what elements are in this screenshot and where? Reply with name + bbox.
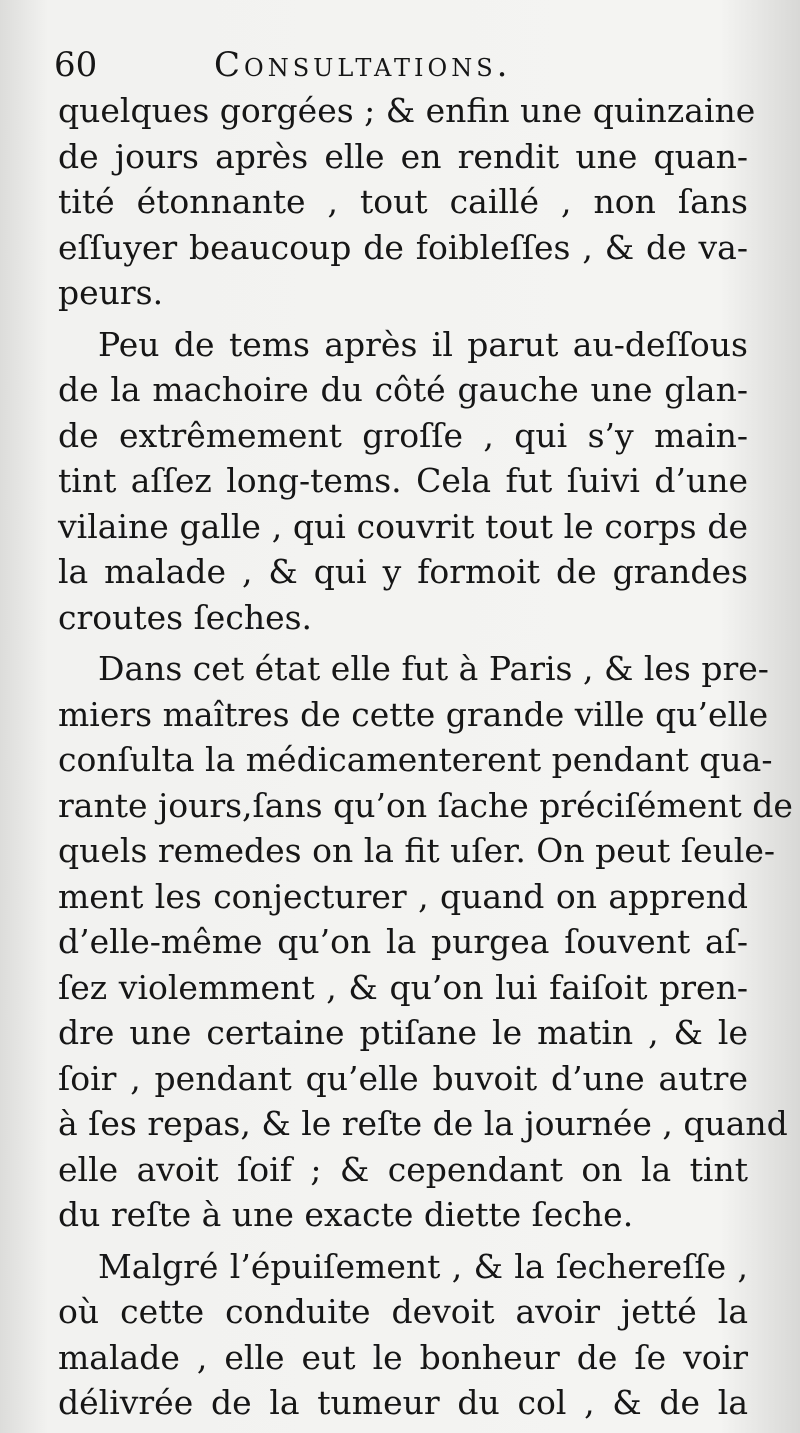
- text-line: rante jours,ſans qu’on ſache préciſément de: [58, 785, 793, 825]
- text-line: d’elle-même qu’on la purgea ſouvent aſ-: [58, 922, 748, 961]
- text-line: eſſuyer beaucoup de foibleſſes , & de va-: [58, 227, 748, 267]
- paragraph: [58, 322, 748, 641]
- text-line: quels remedes on la fit uſer. On peut ſeule-: [58, 831, 775, 870]
- text-line: du reſte à une exacte diette ſeche.: [58, 1195, 634, 1234]
- text-line: ment les conjecturer , quand on apprend: [58, 876, 748, 916]
- text-line: peurs.: [58, 273, 164, 312]
- text-line: miers maîtres de cette grande ville qu’elle: [58, 694, 769, 734]
- text-line: à ſes repas, & le reſte de la journée , quand: [58, 1104, 788, 1143]
- text-line: délivrée de la tumeur du col , & de la: [58, 1383, 748, 1422]
- body-text: [58, 88, 793, 1426]
- text-line: croutes ſeches.: [58, 597, 313, 637]
- paragraph: [58, 88, 756, 316]
- text-line: malade , elle eut le bonheur de ſe voir: [58, 1337, 748, 1377]
- page-number: 60: [54, 45, 98, 85]
- text-line: tint aſſez long-tems. Cela fut ſuivi d’une: [58, 461, 748, 500]
- text-line: de extrêmement groſſe , qui s’y main-: [58, 415, 748, 455]
- text-line: Dans cet état elle fut à Paris , & les pre-: [98, 649, 769, 688]
- page-header: [54, 40, 760, 90]
- text-line: de la machoire du côté gauche une glan-: [58, 370, 748, 409]
- text-line: tité étonnante , tout caillé , non ſans: [58, 182, 748, 221]
- text-line: la malade , & qui y formoit de grandes: [58, 552, 748, 591]
- text-line: quelques gorgées ; & enfin une quinzaine: [58, 91, 756, 130]
- text-line: conſulta la médicamenterent pendant qua-: [58, 740, 773, 779]
- text-line: ſoir , pendant qu’elle buvoit d’une autre: [58, 1058, 748, 1098]
- paragraph: [58, 646, 793, 1238]
- running-head: Consultations.: [214, 45, 512, 85]
- paragraph: [58, 1244, 748, 1426]
- text-line: elle avoit ſoif ; & cependant on la tint: [58, 1149, 748, 1189]
- text-line: où cette conduite devoit avoir jetté la: [58, 1292, 748, 1331]
- text-line: de jours après elle en rendit une quan-: [58, 136, 748, 176]
- text-line: Malgré l’épuiſement , & la ſechereſſe ,: [98, 1246, 748, 1286]
- text-line: vilaine galle , qui couvrit tout le corps de: [58, 506, 748, 546]
- text-line: Peu de tems après il parut au-deſſous: [98, 324, 748, 364]
- text-line: dre une certaine ptiſane le matin , & le: [58, 1013, 748, 1052]
- text-line: ſez violemment , & qu’on lui faiſoit pren-: [58, 967, 748, 1007]
